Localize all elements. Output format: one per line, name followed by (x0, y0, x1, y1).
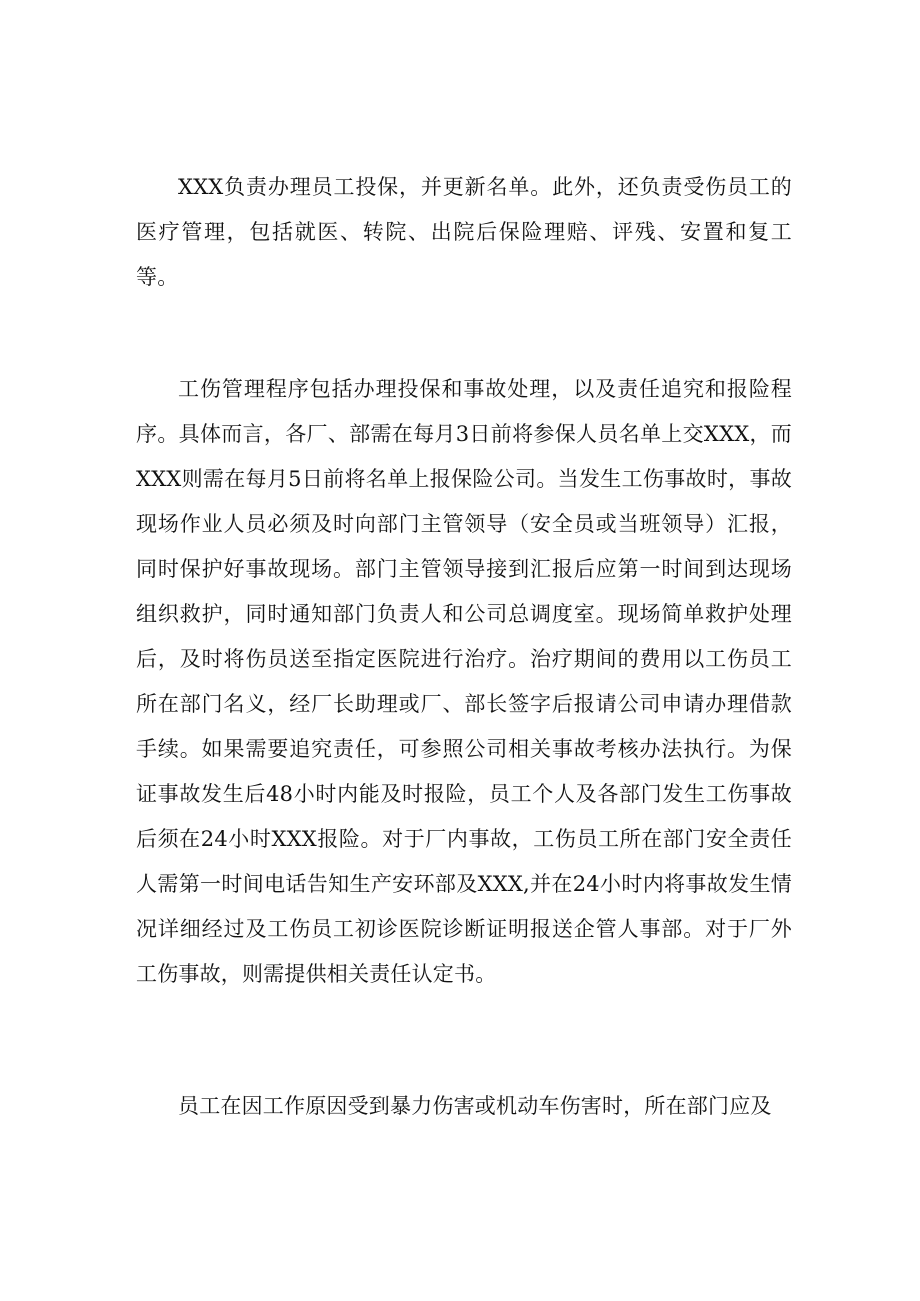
paragraph-insurance-duties: XXX负责办理员工投保，并更新名单。此外，还负责受伤员工的医疗管理，包括就医、转院、出院后保险理赔、评残、安置和复工等。 (136, 175, 792, 289)
paragraph-injury-procedure: 工伤管理程序包括办理投保和事故处理，以及责任追究和报险程序。具体而言，各厂、部需在每月3日前将参保人员名单上交XXX，而XXX则需在每月5日前将名单上报保险公司。当发生工伤事故时，事故现场作业人员必须及时向部门主管领导（安全员或当班领导）汇报，同时保护好事故现场。部门主管领导接到汇报后应第一时间到达现场组织救护，同时通知部门负责人和公司总调度室。现场简单救护处理后，及时将伤员送至指定医院进行治疗。治疗期间的费用以工伤员工所在部门名义，经厂长助理或厂、部长签字后报请公司申请办理借款手续。如果需要追究责任，可参照公司相关事故考核办法执行。为保证事故发生后48小时内能及时报险，员工个人及各部门发生工伤事故后须在24小时XXX报险。对于厂内事故，工伤员工所在部门安全责任人需第一时间电话告知生产安环部及XXX,并在24小时内将事故发生情况详细经过及工伤员工初诊医院诊断证明报送企管人事部。对于厂外工伤事故，则需提供相关责任认定书。 (136, 377, 792, 986)
paragraph-violence-injury: 员工在因工作原因受到暴力伤害或机动车伤害时，所在部门应及 (178, 1094, 772, 1118)
